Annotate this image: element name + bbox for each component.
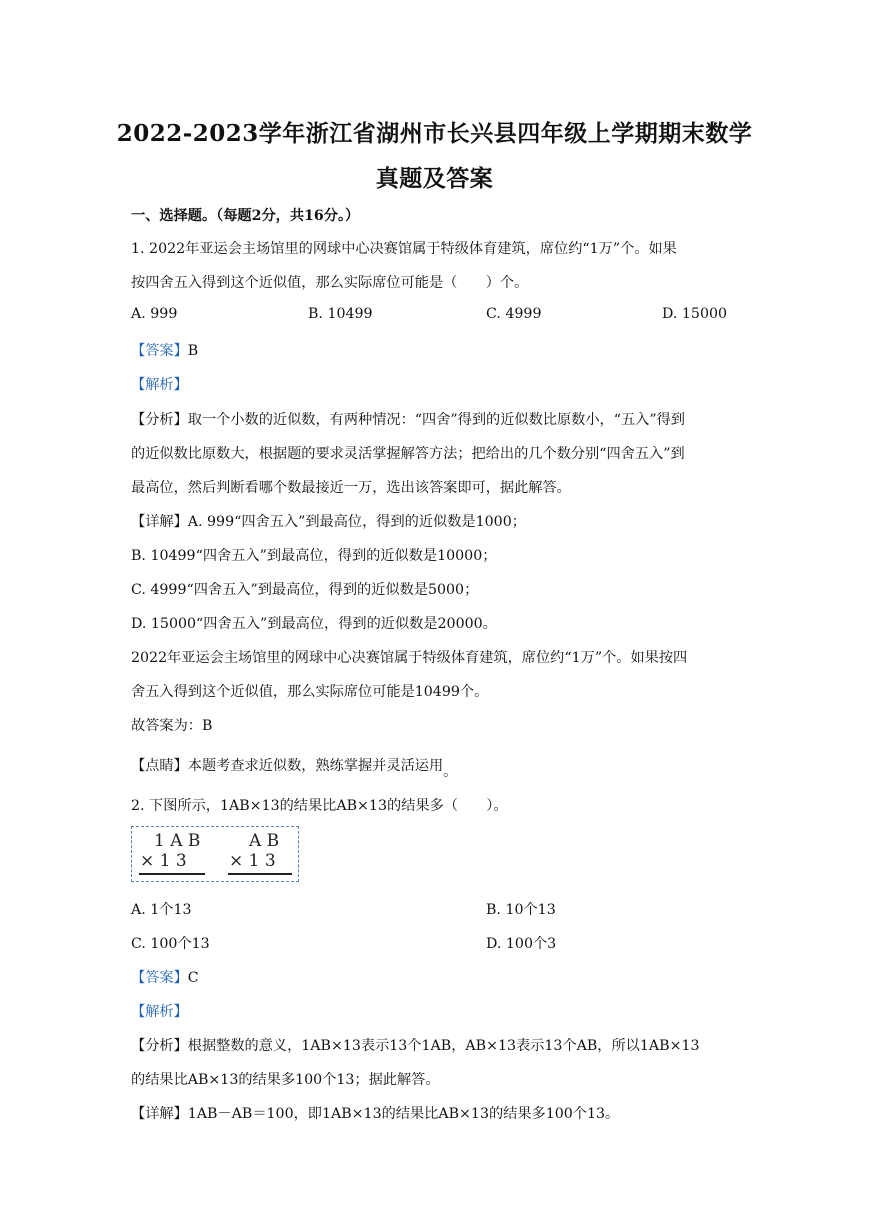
figure-left-underline bbox=[139, 873, 205, 875]
q1-fenxi-text-1: 取一个小数的近似数，有两种情况：“四舍”得到的近似数比原数小，“五入”得到 bbox=[187, 412, 685, 428]
document-title-line-2: 真题及答案 bbox=[375, 165, 494, 192]
q1-dianjing-label: 【点睛】 bbox=[131, 758, 188, 774]
q1-option-c: C. 4999 bbox=[486, 306, 542, 322]
q1-xiangjie-line-1 bbox=[131, 511, 526, 531]
section-heading-choice: 一、选择题。（每题2分，共16分。） bbox=[131, 208, 360, 224]
q1-fenxi-line-1 bbox=[131, 409, 685, 429]
q1-dianjing-text: 本题考查求近似数，熟练掌握并灵活运用 bbox=[187, 758, 444, 774]
document-title-line-1: 2022-2023学年浙江省湖州市长兴县四年级上学期期末数学 bbox=[116, 120, 753, 147]
q1-xiangjie-line-2: B. 10499“四舍五入”到最高位，得到的近似数是10000； bbox=[131, 548, 497, 564]
q1-xiangjie-line-4: D. 15000“四舍五入”到最高位，得到的近似数是20000。 bbox=[131, 616, 497, 632]
q2-stem: 2. 下图所示，1AB×13的结果比AB×13的结果多（ ）。 bbox=[131, 798, 508, 814]
q2-analysis-label: 【解析】 bbox=[131, 1004, 188, 1020]
q1-answer bbox=[131, 340, 198, 360]
q1-option-b: B. 10499 bbox=[308, 306, 373, 322]
q1-answer-value: B bbox=[187, 343, 199, 359]
q1-analysis-label: 【解析】 bbox=[131, 377, 188, 393]
q1-option-a: A. 999 bbox=[131, 306, 178, 322]
q2-answer bbox=[131, 967, 199, 987]
q2-fenxi-label: 【分析】 bbox=[131, 1038, 188, 1054]
q2-option-d: D. 100个3 bbox=[486, 936, 557, 952]
q1-option-d: D. 15000 bbox=[662, 306, 728, 322]
q2-xiangjie-label: 【详解】 bbox=[131, 1106, 188, 1122]
q2-analysis-heading bbox=[131, 1001, 188, 1021]
q1-final-answer: 故答案为：B bbox=[131, 718, 213, 734]
q2-multiplication-figure bbox=[131, 826, 299, 882]
q2-answer-label: 【答案】 bbox=[131, 970, 188, 986]
q2-option-a: A. 1个13 bbox=[131, 902, 192, 918]
figure-right-top: A B bbox=[249, 831, 280, 851]
q2-fenxi-line-1 bbox=[131, 1035, 700, 1055]
figure-right-bottom: × 1 3 bbox=[229, 851, 276, 871]
q1-fenxi-line-2: 的近似数比原数大，根据题的要求灵活掌握解答方法；把给出的几个数分别“四舍五入”到 bbox=[131, 446, 685, 462]
q1-summary-line-1: 2022年亚运会主场馆里的网球中心决赛馆属于特级体育建筑，席位约“1万”个。如果按四 bbox=[131, 650, 688, 666]
q2-xiangjie-text-1: 1AB－AB＝100，即1AB×13的结果比AB×13的结果多100个13。 bbox=[187, 1106, 620, 1122]
q1-fenxi-label: 【分析】 bbox=[131, 412, 188, 428]
q2-xiangjie-line-1 bbox=[131, 1103, 619, 1123]
q2-option-b: B. 10个13 bbox=[486, 902, 556, 918]
q1-fenxi-line-3: 最高位，然后判断看哪个数最接近一万，选出该答案即可，据此解答。 bbox=[131, 480, 571, 496]
figure-left-top: 1 A B bbox=[154, 831, 201, 851]
figure-left-bottom: × 1 3 bbox=[140, 851, 187, 871]
q2-fenxi-text-1: 根据整数的意义，1AB×13表示13个1AB，AB×13表示13个AB，所以1AB×13 bbox=[187, 1038, 700, 1054]
q1-analysis-heading bbox=[131, 374, 188, 394]
q1-dianjing bbox=[131, 755, 458, 780]
figure-right-underline bbox=[228, 873, 292, 875]
q1-summary-line-2: 舍五入得到这个近似值，那么实际席位可能是10499个。 bbox=[131, 684, 489, 700]
q1-xiangjie-line-3: C. 4999“四舍五入”到最高位，得到的近似数是5000； bbox=[131, 582, 479, 598]
q1-xiangjie-text-1: A. 999“四舍五入”到最高位，得到的近似数是1000； bbox=[187, 514, 526, 530]
q1-dianjing-end: 。 bbox=[443, 764, 458, 780]
q1-stem-line-1: 1. 2022年亚运会主场馆里的网球中心决赛馆属于特级体育建筑，席位约“1万”个。如果 bbox=[131, 241, 677, 257]
q2-fenxi-line-2: 的结果比AB×13的结果多100个13；据此解答。 bbox=[131, 1072, 440, 1088]
q1-answer-label: 【答案】 bbox=[131, 343, 188, 359]
q1-stem-line-2: 按四舍五入得到这个近似值，那么实际席位可能是（ ）个。 bbox=[131, 275, 529, 291]
q2-option-c: C. 100个13 bbox=[131, 936, 210, 952]
q1-xiangjie-label: 【详解】 bbox=[131, 514, 188, 530]
q2-answer-value: C bbox=[187, 970, 199, 986]
